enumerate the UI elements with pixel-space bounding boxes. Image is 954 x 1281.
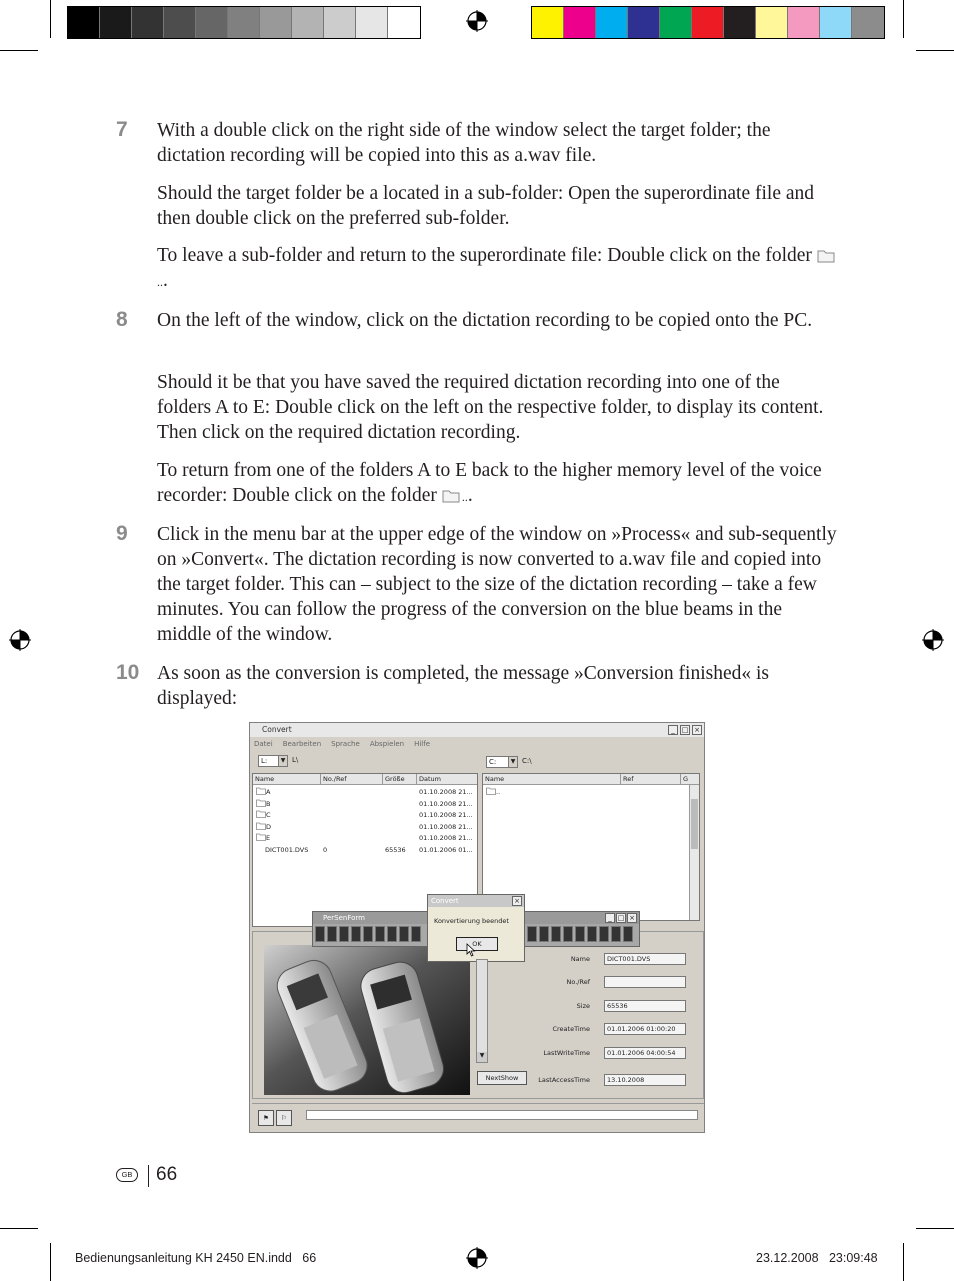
gray-swatch bbox=[68, 7, 100, 38]
folder-icon bbox=[486, 787, 496, 795]
menu-bearbeiten[interactable]: Bearbeiten bbox=[282, 740, 322, 748]
registration-mark-left-icon bbox=[9, 629, 31, 651]
process-swatch bbox=[596, 7, 628, 38]
progress-beam bbox=[399, 926, 409, 942]
dialog-ok-button[interactable]: OK bbox=[456, 937, 498, 951]
field-label: LastAccessTime bbox=[538, 1076, 590, 1084]
field-value[interactable]: 13.10.2008 bbox=[604, 1074, 686, 1086]
crop-mark-bottom-right-v bbox=[903, 1243, 904, 1281]
step-8-paragraph-1: On the left of the window, click on the dictation recording to be copied onto the PC. bbox=[157, 310, 813, 331]
folder-icon bbox=[256, 810, 266, 818]
progress-beam bbox=[539, 926, 549, 942]
process-swatch bbox=[564, 7, 596, 38]
progress-beam bbox=[551, 926, 561, 942]
col-right-g[interactable]: G bbox=[681, 774, 700, 785]
field-value[interactable]: 01.01.2006 01:00:20 bbox=[604, 1023, 686, 1035]
gray-swatch bbox=[260, 7, 292, 38]
step-7-paragraph-3: To leave a sub-folder and return to the superordinate file: Double click on the folder ... bbox=[157, 243, 837, 295]
field-value[interactable] bbox=[604, 976, 686, 988]
file-date: 01.10.2008 21... bbox=[419, 822, 473, 831]
flag-right-button[interactable]: ⚐ bbox=[276, 1110, 292, 1126]
country-badge: GB bbox=[116, 1168, 138, 1182]
crop-mark-bottom-right-h bbox=[916, 1228, 954, 1229]
file-ref: 0 bbox=[323, 846, 328, 854]
progress-beam bbox=[327, 926, 337, 942]
menu-hilfe[interactable]: Hilfe bbox=[414, 740, 431, 748]
progress-beam bbox=[587, 926, 597, 942]
print-timestamp: 23.12.2008 23:09:48 bbox=[756, 1251, 878, 1265]
progress-beam bbox=[575, 926, 585, 942]
field-value[interactable]: DICT001.DVS bbox=[604, 953, 686, 965]
gray-swatch bbox=[164, 7, 196, 38]
field-label: Name bbox=[570, 955, 590, 963]
crop-mark-top-right-v bbox=[903, 0, 904, 38]
file-row[interactable] bbox=[253, 810, 477, 821]
progress-beam bbox=[363, 926, 373, 942]
right-row-parent[interactable]: .. bbox=[483, 787, 699, 798]
process-swatch bbox=[852, 7, 884, 38]
process-swatch bbox=[756, 7, 788, 38]
step-number-9: 9 bbox=[116, 522, 128, 545]
file-name: C bbox=[266, 811, 271, 820]
menu-sprache[interactable]: Sprache bbox=[331, 740, 360, 748]
convert-window-screenshot bbox=[249, 722, 705, 1133]
step-7-paragraph-1: With a double click on the right side of the window select the target folder; the dictation recording will be copied into this as a.wav file. bbox=[157, 120, 771, 166]
right-pane-scrollbar[interactable] bbox=[689, 785, 699, 921]
progress-beam bbox=[339, 926, 349, 942]
crop-mark-top-left-v bbox=[50, 0, 51, 38]
col-size[interactable]: Größe bbox=[383, 774, 417, 785]
footer-divider bbox=[148, 1165, 149, 1187]
folder-icon bbox=[256, 833, 266, 841]
file-date: 01.01.2006 01... bbox=[419, 846, 473, 854]
crop-mark-top-right-h bbox=[916, 50, 954, 51]
gray-swatch bbox=[100, 7, 132, 38]
file-name: E bbox=[266, 834, 271, 843]
progress-beams-left bbox=[315, 926, 423, 942]
file-date: 01.10.2008 21... bbox=[419, 811, 473, 820]
process-color-bar bbox=[531, 6, 885, 39]
col-right-ref[interactable]: Ref bbox=[621, 774, 681, 785]
process-swatch bbox=[692, 7, 724, 38]
field-label: Size bbox=[576, 1002, 590, 1010]
progress-beam bbox=[611, 926, 621, 942]
gray-swatch bbox=[196, 7, 228, 38]
gray-swatch bbox=[228, 7, 260, 38]
process-swatch bbox=[532, 7, 564, 38]
field-label: LastWriteTime bbox=[543, 1049, 590, 1057]
file-name: DICT001.DVS bbox=[265, 846, 309, 854]
menu-datei[interactable]: Datei bbox=[254, 740, 273, 748]
file-size: 65536 bbox=[385, 846, 406, 854]
file-name: B bbox=[266, 799, 271, 808]
gray-swatch bbox=[324, 7, 356, 38]
folder-up-icon bbox=[442, 488, 462, 504]
registration-mark-bottom-icon bbox=[466, 1247, 488, 1269]
grayscale-color-bar bbox=[67, 6, 421, 39]
step-8-paragraph-2: Should it be that you have saved the required dictation recording into one of the folders A to E: Double click on the left on the respective folder, to display its content. Then click on the required dictation recording. bbox=[157, 372, 824, 443]
dialog-message: Konvertierung beendet bbox=[434, 917, 509, 925]
gray-swatch bbox=[356, 7, 388, 38]
field-label: CreateTime bbox=[552, 1025, 590, 1033]
col-date[interactable]: Datum bbox=[417, 774, 478, 785]
process-swatch bbox=[660, 7, 692, 38]
col-right-name[interactable]: Name bbox=[483, 774, 621, 785]
dialog-close-button[interactable]: × bbox=[512, 896, 522, 906]
scroll-down-icon[interactable]: ▼ bbox=[477, 1052, 487, 1062]
gray-swatch bbox=[388, 7, 420, 38]
mouse-cursor-icon bbox=[466, 943, 476, 957]
file-row[interactable] bbox=[253, 845, 477, 856]
progress-beam bbox=[623, 926, 633, 942]
progress-close-button[interactable]: × bbox=[627, 913, 637, 923]
col-ref[interactable]: No./Ref bbox=[321, 774, 383, 785]
progress-beam bbox=[411, 926, 421, 942]
progress-beam bbox=[351, 926, 361, 942]
page-number: 66 bbox=[156, 1164, 178, 1185]
process-swatch bbox=[820, 7, 852, 38]
file-date: 01.10.2008 21... bbox=[419, 788, 473, 796]
maximize-button[interactable]: □ bbox=[681, 726, 689, 734]
progress-beam bbox=[527, 926, 537, 942]
progress-beam bbox=[315, 926, 325, 942]
progress-beams-right bbox=[527, 926, 635, 942]
folder-icon bbox=[256, 799, 266, 807]
col-name[interactable]: Name bbox=[253, 774, 321, 785]
step-7-paragraph-2: Should the target folder be a located in a sub-folder: Open the superordinate file and then double click on the preferred sub-folder. bbox=[157, 183, 815, 229]
list-scrollbar[interactable] bbox=[476, 959, 488, 1063]
progress-minimize-button[interactable]: _ bbox=[605, 913, 615, 923]
progress-beam bbox=[563, 926, 573, 942]
step-10-paragraph-1: As soon as the conversion is completed, the message »Conversion finished« is displayed: bbox=[157, 663, 769, 709]
field-value[interactable]: 65536 bbox=[604, 1000, 686, 1012]
process-swatch bbox=[724, 7, 756, 38]
right-path: C:\ bbox=[522, 757, 532, 765]
registration-mark-top-icon bbox=[466, 10, 488, 32]
gray-swatch bbox=[292, 7, 324, 38]
progress-window-title: PerSenForm bbox=[313, 912, 639, 924]
field-label: No./Ref bbox=[566, 978, 590, 986]
step-8-paragraph-3: To return from one of the folders A to E back to the higher memory level of the voice recorder: Double click on the folder ... bbox=[157, 460, 822, 506]
progress-beam bbox=[599, 926, 609, 942]
left-path: L\ bbox=[292, 756, 299, 764]
crop-mark-top-left-h bbox=[0, 50, 38, 51]
crop-mark-bottom-left-h bbox=[0, 1228, 38, 1229]
file-date: 01.10.2008 21... bbox=[419, 799, 473, 808]
scroll-thumb[interactable] bbox=[691, 799, 698, 849]
close-button[interactable]: × bbox=[692, 725, 702, 735]
folder-icon bbox=[256, 787, 266, 795]
minimize-button[interactable]: _ bbox=[668, 725, 678, 735]
voice-recorder-photo bbox=[264, 945, 470, 1095]
next-show-button[interactable]: NextShow bbox=[477, 1071, 527, 1085]
step-number-7: 7 bbox=[116, 118, 128, 141]
registration-mark-right-icon bbox=[922, 629, 944, 651]
file-row[interactable] bbox=[253, 799, 477, 810]
convert-titlebar bbox=[250, 723, 704, 737]
progress-beam bbox=[375, 926, 385, 942]
file-row[interactable] bbox=[253, 822, 477, 833]
progress-maximize-button[interactable]: □ bbox=[617, 914, 625, 922]
file-row[interactable] bbox=[253, 833, 477, 844]
window-title: Convert bbox=[262, 725, 292, 734]
gray-swatch bbox=[132, 7, 164, 38]
crop-mark-bottom-left-v bbox=[50, 1243, 51, 1281]
step-number-8: 8 bbox=[116, 308, 128, 331]
conversion-progress-bar bbox=[306, 1110, 698, 1120]
left-drive-select[interactable]: L: ▼ bbox=[258, 755, 288, 767]
file-info: Bedienungsanleitung KH 2450 EN.indd 66 bbox=[75, 1251, 317, 1265]
step-9-paragraph-1: Click in the menu bar at the upper edge of the window on »Process« and sub-sequently on »Convert«. The dictation recording is now converted to a.wav file and copied into the target folder. This can – subject to the size of the dictation recording – take a few minutes. You can follow the progress of the conversion on the blue beams in the middle of the window. bbox=[157, 524, 837, 645]
progress-beam bbox=[387, 926, 397, 942]
flag-left-button[interactable]: ⚑ bbox=[258, 1110, 274, 1126]
file-name: D bbox=[266, 822, 272, 831]
right-drive-select[interactable]: C: ▼ bbox=[486, 756, 518, 768]
file-name: A bbox=[266, 788, 271, 796]
file-date: 01.10.2008 21... bbox=[419, 834, 473, 843]
process-swatch bbox=[788, 7, 820, 38]
menu-abspielen[interactable]: Abspielen bbox=[369, 740, 405, 748]
folder-icon bbox=[256, 822, 266, 830]
field-value[interactable]: 01.01.2006 04:00:54 bbox=[604, 1047, 686, 1059]
file-row[interactable] bbox=[253, 787, 477, 798]
conversion-finished-dialog bbox=[427, 894, 525, 962]
status-bar bbox=[252, 1103, 704, 1131]
dialog-title: Convert bbox=[428, 895, 524, 907]
menu-bar bbox=[250, 738, 704, 750]
process-swatch bbox=[628, 7, 660, 38]
folder-up-icon bbox=[817, 248, 837, 264]
step-number-10: 10 bbox=[116, 661, 140, 684]
